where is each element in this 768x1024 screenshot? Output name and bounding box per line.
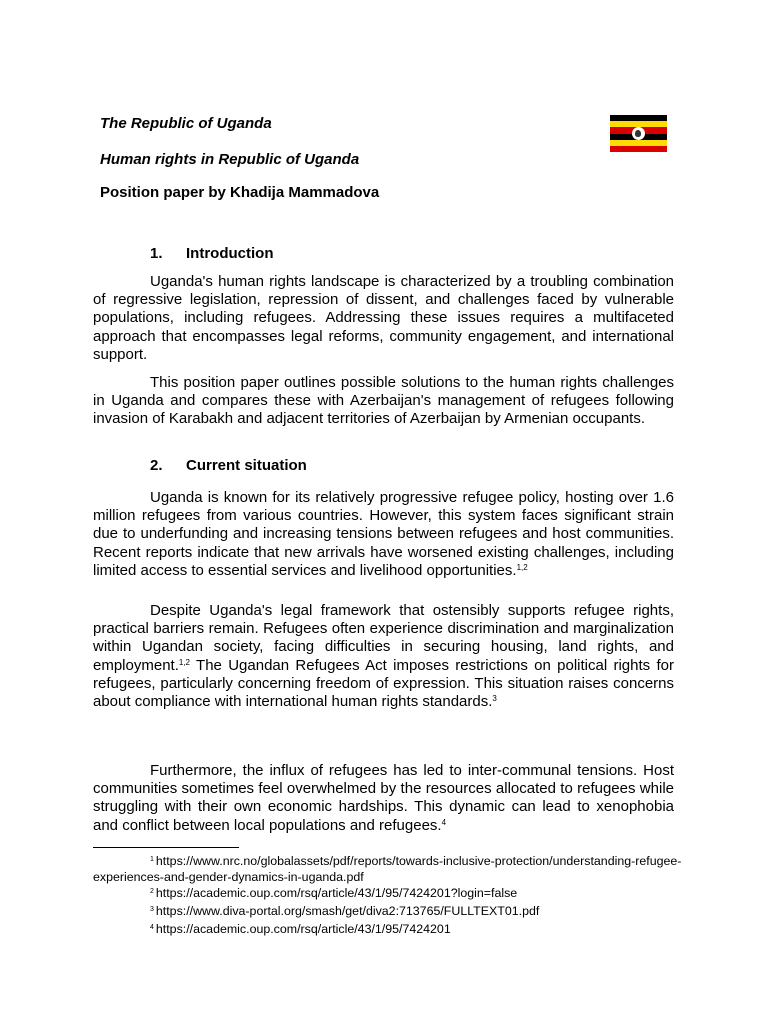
paragraph-text: Uganda is known for its relatively progressive refugee policy, hosting over 1.6 million refugees from various countries. However, this system faces significant strain due to underfunding and increasing tensions between refugees and host communities. Recent reports indicate that new arrivals have worsened existing challenges, including limited access to essential services and livelihood opportunities. <box>93 489 674 579</box>
footnote-ref[interactable]: 4 <box>441 817 447 827</box>
footnote-number: 2 <box>150 888 154 895</box>
crane-emblem-icon <box>632 127 645 140</box>
paragraph <box>93 489 674 580</box>
paragraph-text: Furthermore, the influx of refugees has led to inter-communal tensions. Host communities sometimes feel overwhelmed by the resources allocated to refugees while struggling with their own economic hardships. This dynamic can lead to xenophobia and conflict between local populations and refugees. <box>93 762 674 834</box>
section-heading-introduction <box>150 245 273 262</box>
paragraph <box>93 762 674 835</box>
footnote-link[interactable]: https://www.diva-portal.org/smash/get/diva2:713765/FULLTEXT01.pdf <box>155 904 540 918</box>
footnote-link[interactable]: https://academic.oup.com/rsq/article/43/1/95/7424201?login=false <box>155 886 518 900</box>
footnote-link[interactable]: https://www.nrc.no/globalassets/pdf/reports/towards-inclusive-protection/understanding-refugee-experiences-and-gender-dynamics-in-uganda.pdf <box>93 854 682 884</box>
section-heading-current-situation <box>150 457 307 474</box>
section-number: 1. <box>150 245 163 262</box>
paragraph-text: Despite Uganda's legal framework that ostensibly supports refugee rights, practical barriers remain. Refugees often experience discrimination and marginalization within Ugandan society, facing difficulties in securing housing, land rights, and employment. <box>93 602 674 674</box>
topic-heading: Human rights in Republic of Uganda <box>100 151 360 168</box>
paragraph: Uganda's human rights landscape is characterized by a troubling combination of regressive legislation, repression of dissent, and challenges faced by vulnerable populations, including refugees. Addressing these issues requires a multifaceted approach that encompasses legal reforms, community engagement, and international support. <box>93 273 674 363</box>
footnote-ref[interactable]: 3 <box>492 694 497 704</box>
footnote <box>93 903 693 919</box>
country-heading: The Republic of Uganda <box>100 115 272 132</box>
paragraph <box>93 602 674 711</box>
uganda-flag-icon <box>610 115 667 152</box>
footnote-ref[interactable]: 1,2 <box>178 657 190 667</box>
paragraph-text: The Ugandan Refugees Act imposes restrictions on political rights for refugees, particularly concerning freedom of expression. This situation raises concerns about compliance with international human rights standards. <box>93 656 674 711</box>
flag-stripe <box>610 146 667 152</box>
footnote-link[interactable]: https://academic.oup.com/rsq/article/43/1/95/7424201 <box>155 922 451 936</box>
section-title: Current situation <box>186 457 307 474</box>
author-heading: Position paper by Khadija Mammadova <box>100 184 380 201</box>
footnote <box>93 921 693 937</box>
footnote-number: 1 <box>150 856 154 863</box>
section-number: 2. <box>150 457 163 474</box>
section-title: Introduction <box>186 245 274 262</box>
paragraph: This position paper outlines possible solutions to the human rights challenges in Uganda and compares these with Azerbaijan's management of refugees following invasion of Karabakh and adjacent territories of Azerbaijan by Armenian occupants. <box>93 374 674 428</box>
footnote-number: 4 <box>150 924 154 931</box>
footnote <box>93 853 693 885</box>
footnote <box>93 885 693 901</box>
footnote-number: 3 <box>150 906 154 913</box>
footnote-ref[interactable]: 1,2 <box>516 562 528 572</box>
footnote-separator <box>93 847 239 848</box>
